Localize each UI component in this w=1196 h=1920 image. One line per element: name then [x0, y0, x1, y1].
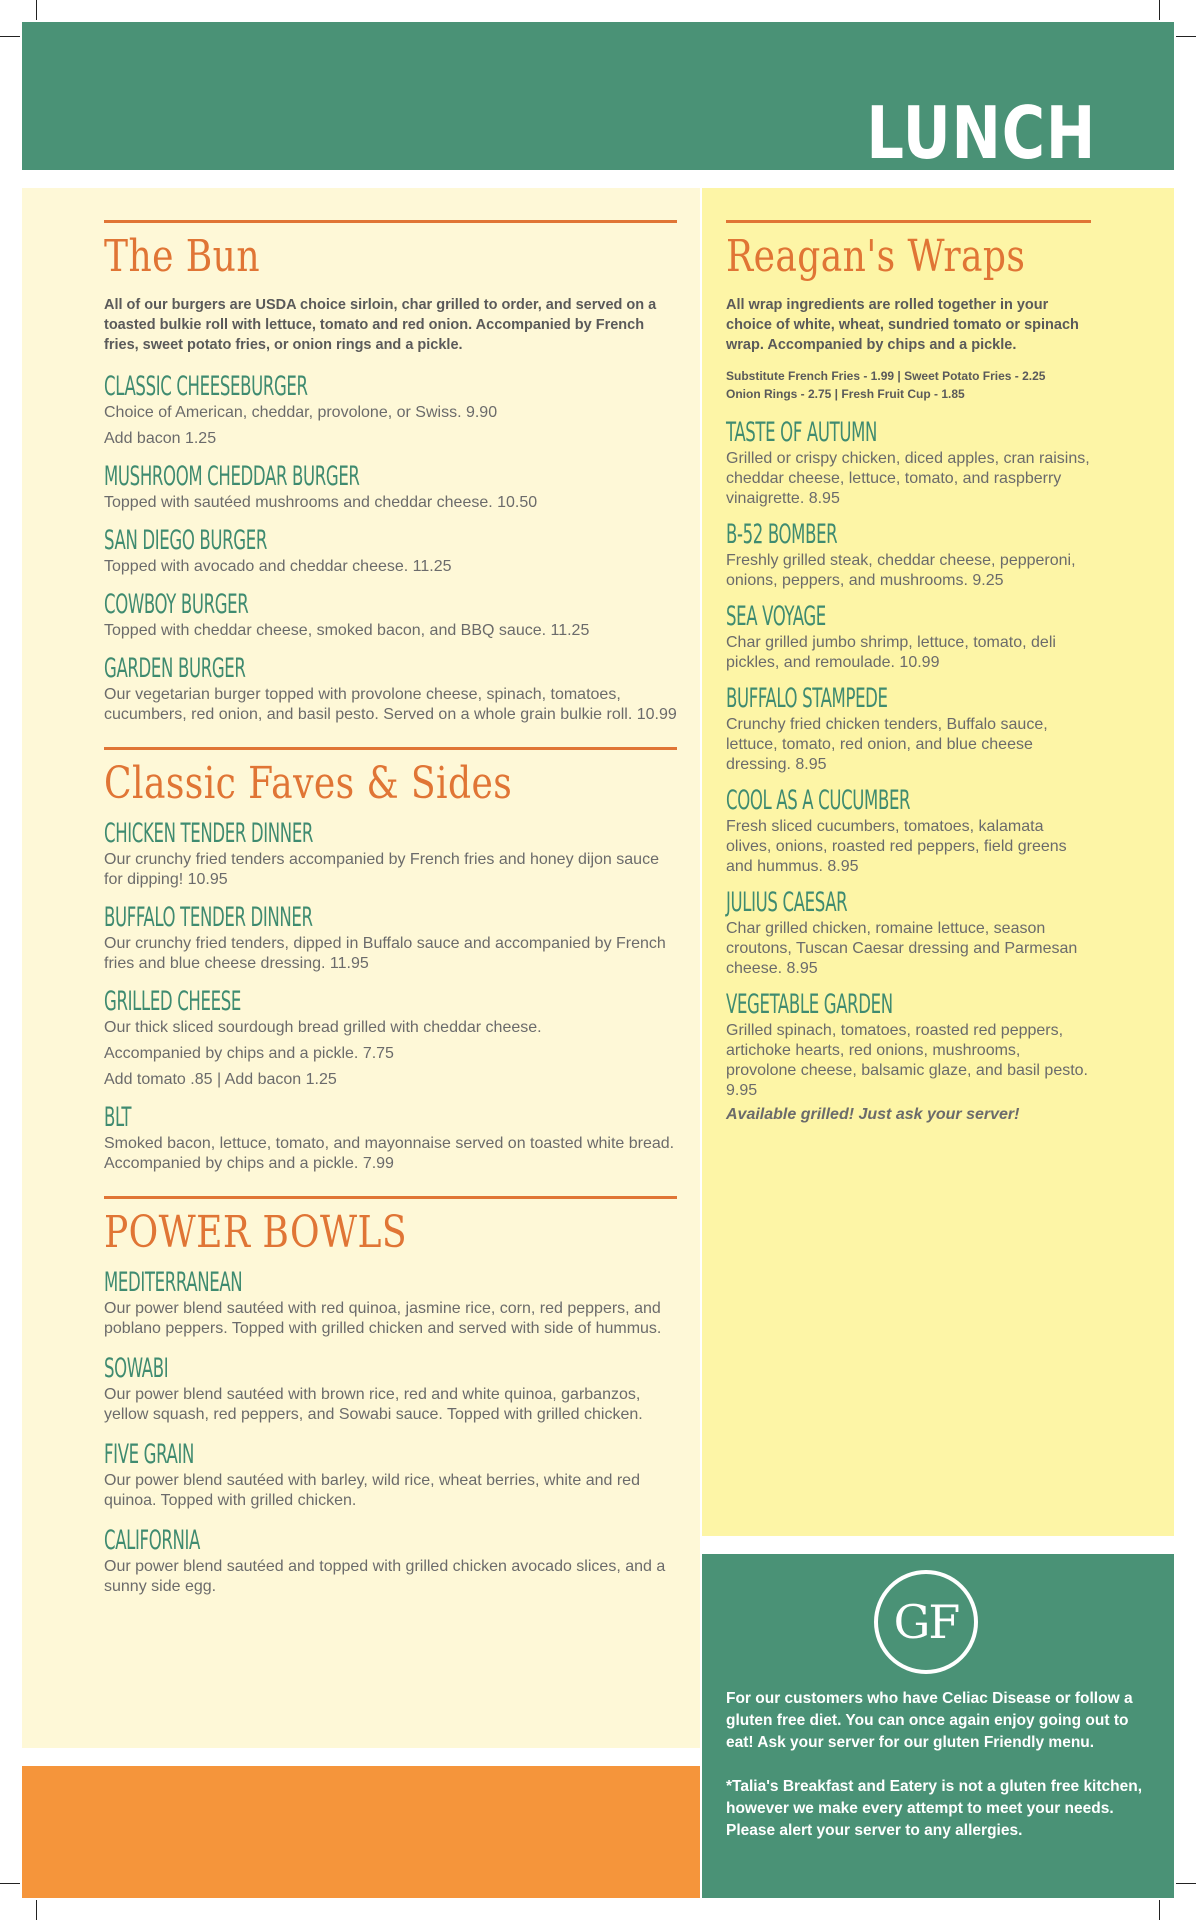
- section-title: The Bun: [104, 231, 260, 282]
- section-rule: [104, 1196, 677, 1199]
- item-name: CALIFORNIA: [104, 1525, 200, 1556]
- right-column: [726, 220, 1091, 1125]
- gluten-free-notice: [726, 1688, 1146, 1842]
- menu-item: [726, 887, 1091, 979]
- item-name: COWBOY BURGER: [104, 589, 249, 620]
- menu-item: [104, 1353, 677, 1425]
- item-name: TASTE OF AUTUMN: [726, 417, 878, 448]
- item-description: Our crunchy fried tenders accompanied by French fries and honey dijon sauce for dipping! 10.95: [104, 851, 659, 888]
- menu-item: [104, 653, 677, 725]
- crop-mark: [1159, 0, 1160, 20]
- item-extra: Accompanied by chips and a pickle. 7.75: [104, 1045, 394, 1062]
- section-title: Classic Faves & Sides: [104, 758, 513, 809]
- menu-item: [104, 1267, 677, 1339]
- section-intro: All of our burgers are USDA choice sirloin, char grilled to order, and served on a toasted bulkie roll with lettuce, tomato and red onion. Accompanied by French fries, sweet potato fries, or onion rings and a pickle.: [104, 297, 657, 353]
- section-rule: [726, 220, 1091, 223]
- item-name: SOWABI: [104, 1353, 169, 1384]
- section-title: POWER BOWLS: [104, 1207, 407, 1258]
- item-description: Grilled spinach, tomatoes, roasted red peppers, artichoke hearts, red onions, mushrooms, provolone cheese, balsamic glaze, and basil pesto. 9.95: [726, 1022, 1088, 1099]
- allergy-disclaimer: *Talia's Breakfast and Eatery is not a gluten free kitchen, however we make every attempt to meet your needs. Please alert your server to any allergies.: [726, 1778, 1143, 1839]
- section-rule: [104, 747, 677, 750]
- item-name: VEGETABLE GARDEN: [726, 989, 893, 1020]
- item-name: GRILLED CHEESE: [104, 986, 241, 1017]
- item-description: Freshly grilled steak, cheddar cheese, pepperoni, onions, peppers, and mushrooms. 9.25: [726, 552, 1076, 589]
- menu-item: [726, 989, 1091, 1125]
- item-description: Choice of American, cheddar, provolone, or Swiss. 9.90: [104, 404, 498, 421]
- item-note: Available grilled! Just ask your server!: [726, 1106, 1020, 1123]
- section-rule: [104, 220, 677, 223]
- menu-item: [104, 1525, 677, 1597]
- menu-item: [104, 1439, 677, 1511]
- item-description: Our power blend sautéed with red quinoa, jasmine rice, corn, red peppers, and poblano peppers. Topped with grilled chicken and served with side of hummus.: [104, 1300, 662, 1337]
- item-description: Our thick sliced sourdough bread grilled with cheddar cheese.: [104, 1019, 542, 1036]
- item-name: CLASSIC CHEESEBURGER: [104, 371, 308, 402]
- item-extra: Add tomato .85 | Add bacon 1.25: [104, 1071, 337, 1088]
- crop-mark: [1159, 1900, 1160, 1920]
- item-description: Smoked bacon, lettuce, tomato, and mayonnaise served on toasted white bread. Accompanied by chips and a pickle. 7.99: [104, 1135, 675, 1172]
- menu-item: [104, 1102, 677, 1174]
- gluten-free-badge-icon: [874, 1570, 978, 1674]
- menu-item: [104, 589, 677, 641]
- section-power-bowls: [104, 1196, 677, 1597]
- item-name: MEDITERRANEAN: [104, 1267, 243, 1298]
- menu-item: [104, 902, 677, 974]
- badge-label: GF: [893, 1595, 959, 1649]
- crop-mark: [0, 36, 20, 37]
- extras-line-2: Onion Rings - 2.75 | Fresh Fruit Cup - 1.85: [726, 387, 965, 401]
- section-title: Reagan's Wraps: [726, 231, 1026, 282]
- item-description: Crunchy fried chicken tenders, Buffalo sauce, lettuce, tomato, red onion, and blue cheese dressing. 8.95: [726, 716, 1048, 773]
- item-name: CHICKEN TENDER DINNER: [104, 818, 314, 849]
- orange-footer-panel: [22, 1766, 700, 1898]
- crop-mark: [1176, 1883, 1196, 1884]
- menu-item: [104, 986, 677, 1090]
- item-name: BUFFALO TENDER DINNER: [104, 902, 313, 933]
- item-name: COOL AS A CUCUMBER: [726, 785, 911, 816]
- menu-item: [726, 601, 1091, 673]
- menu-item: [726, 519, 1091, 591]
- item-name: SEA VOYAGE: [726, 601, 826, 632]
- left-column: [104, 220, 677, 1597]
- gluten-free-text: For our customers who have Celiac Disease or follow a gluten free diet. You can once again enjoy going out to eat! Ask your server for our gluten Friendly menu.: [726, 1690, 1133, 1751]
- extras-line: [726, 367, 1091, 403]
- menu-item: [726, 785, 1091, 877]
- item-description: Char grilled chicken, romaine lettuce, season croutons, Tuscan Caesar dressing and Parmesan cheese. 8.95: [726, 920, 1078, 977]
- crop-mark: [36, 0, 37, 20]
- menu-item: [726, 417, 1091, 509]
- menu-item: [104, 461, 677, 513]
- item-description: Our power blend sautéed with brown rice, red and white quinoa, garbanzos, yellow squash, red peppers, and Sowabi sauce. Topped with grilled chicken.: [104, 1386, 643, 1423]
- item-description: Char grilled jumbo shrimp, lettuce, tomato, deli pickles, and remoulade. 10.99: [726, 634, 1056, 671]
- menu-item: [726, 683, 1091, 775]
- crop-mark: [36, 1900, 37, 1920]
- item-name: GARDEN BURGER: [104, 653, 246, 684]
- section-intro: All wrap ingredients are rolled together in your choice of white, wheat, sundried tomato or spinach wrap. Accompanied by chips and a pickle.: [726, 297, 1079, 353]
- item-description: Grilled or crispy chicken, diced apples, cran raisins, cheddar cheese, lettuce, tomato, and raspberry vinaigrette. 8.95: [726, 450, 1090, 507]
- menu-item: [104, 818, 677, 890]
- page-title: LUNCH: [866, 91, 1096, 175]
- item-name: SAN DIEGO BURGER: [104, 525, 267, 556]
- item-description: Topped with cheddar cheese, smoked bacon, and BBQ sauce. 11.25: [104, 622, 590, 639]
- item-name: JULIUS CAESAR: [726, 887, 848, 918]
- item-extra: Add bacon 1.25: [104, 430, 217, 447]
- item-name: FIVE GRAIN: [104, 1439, 195, 1470]
- crop-mark: [1176, 36, 1196, 37]
- section-classic-faves: [104, 747, 677, 1174]
- item-description: Our power blend sautéed and topped with grilled chicken avocado slices, and a sunny side egg.: [104, 1558, 666, 1595]
- item-name: BLT: [104, 1102, 132, 1133]
- menu-item: [104, 525, 677, 577]
- item-description: Our crunchy fried tenders, dipped in Buffalo sauce and accompanied by French fries and blue cheese dressing. 11.95: [104, 935, 666, 972]
- item-name: BUFFALO STAMPEDE: [726, 683, 888, 714]
- crop-mark: [0, 1883, 20, 1884]
- section-the-bun: [104, 220, 677, 725]
- item-description: Topped with avocado and cheddar cheese. 11.25: [104, 558, 452, 575]
- item-name: B-52 BOMBER: [726, 519, 838, 550]
- item-description: Our vegetarian burger topped with provolone cheese, spinach, tomatoes, cucumbers, red onion, and basil pesto. Served on a whole grain bulkie roll. 10.99: [104, 686, 677, 723]
- item-description: Our power blend sautéed with barley, wild rice, wheat berries, white and red quinoa. Topped with grilled chicken.: [104, 1472, 640, 1509]
- item-name: MUSHROOM CHEDDAR BURGER: [104, 461, 360, 492]
- item-description: Fresh sliced cucumbers, tomatoes, kalamata olives, onions, roasted red peppers, field greens and hummus. 8.95: [726, 818, 1067, 875]
- extras-line-1: Substitute French Fries - 1.99 | Sweet Potato Fries - 2.25: [726, 369, 1046, 383]
- item-description: Topped with sautéed mushrooms and cheddar cheese. 10.50: [104, 494, 538, 511]
- menu-item: [104, 371, 677, 449]
